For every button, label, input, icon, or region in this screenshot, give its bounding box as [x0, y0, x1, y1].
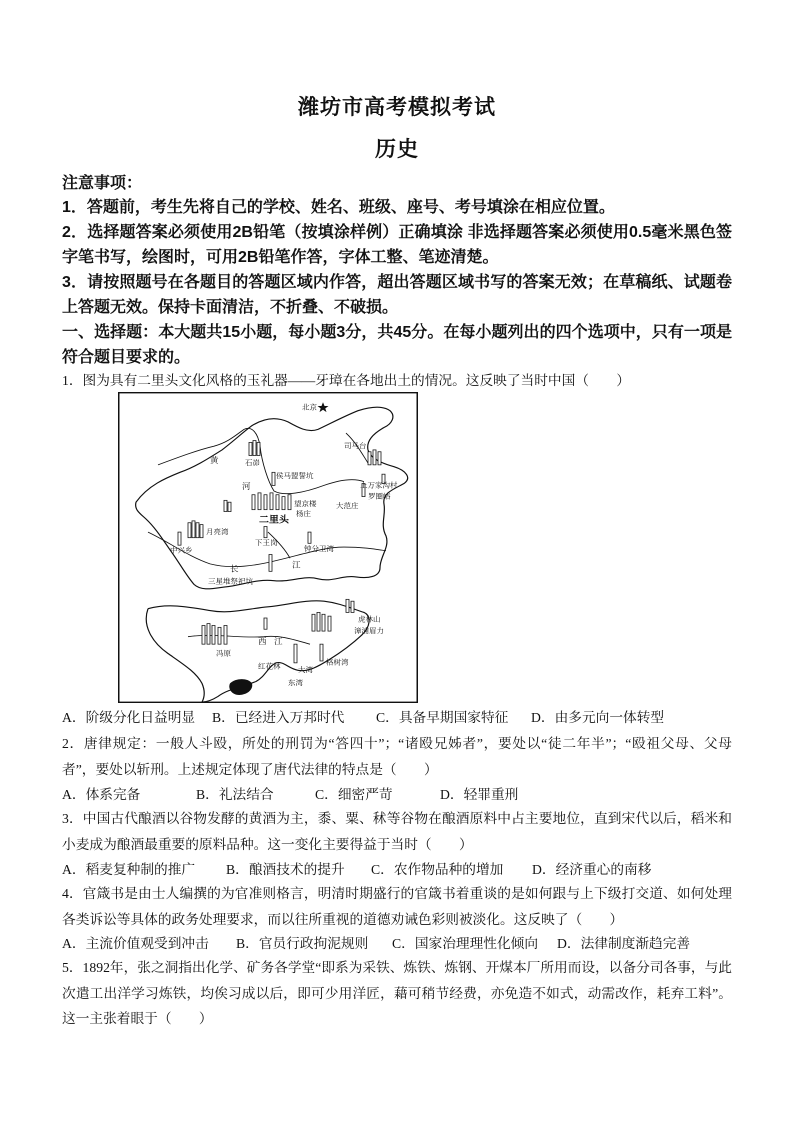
yazhang-symbol: [328, 616, 331, 631]
map-label-zhongfenwei: 钟分卫湾: [304, 544, 334, 553]
yazhang-symbol: [373, 450, 376, 465]
yazhang-symbol: [317, 612, 320, 631]
yazhang-symbol: [258, 493, 261, 510]
map-label-jiang-south: 江: [274, 637, 283, 647]
exam-title: 潍坊市高考模拟考试: [298, 96, 496, 119]
map-label-dawan: 大湾: [298, 666, 314, 675]
question-1-stem: 1．图为具有二里头文化风格的玉礼器——牙璋在各地出土的情况。这反映了当时中国（ ）: [62, 373, 631, 388]
yazhang-symbol: [270, 493, 273, 510]
yazhang-symbol: [264, 495, 267, 510]
map-label-wangjinglou: 望京楼: [294, 500, 317, 508]
yazhang-symbol: [282, 497, 285, 510]
yazhang-symbol: [200, 525, 203, 538]
exam-subject: 历史: [375, 138, 419, 161]
yazhang-symbol: [264, 526, 267, 537]
yazhang-symbol: [224, 625, 227, 644]
map-label-chang: 长: [230, 564, 239, 574]
map-label-fengyuan: 冯原: [216, 649, 232, 658]
map-label-he: 河: [242, 482, 251, 492]
yazhang-symbol: [192, 521, 195, 538]
map-label-dafanzhuang: 大范庄: [336, 502, 359, 510]
q4-option-a: A．主流价值观受到冲击: [62, 936, 209, 951]
yazhang-symbol: [368, 452, 371, 465]
yazhang-symbol: [252, 495, 255, 510]
map-label-yangzhuang: 杨庄: [296, 510, 312, 519]
map-label-dongwan: 东湾: [288, 679, 304, 688]
q3-option-c: C．农作物品种的增加: [371, 862, 504, 877]
question-5-stem: 5．1892年，张之洞指出化学、矿务各学堂“即系为采铁、炼铁、炼钢、开煤本厂所用而设，以备分司各事，与此次遣工出洋学习炼铁，均俟习成以后，即可少用洋匠，藉可稍节经费，亦免造不如式，动需改作，耗弃工料”。这一主张着眼于（ ）: [62, 960, 732, 1026]
question-3-stem: 3．中国古代酿酒以谷物发酵的黄酒为主，黍、粟、秫等谷物在酿酒原料中占主要地位，直到宋代以后，稻米和小麦成为酿酒最重要的原料品种。这一变化主要得益于当时（ ）: [62, 811, 732, 852]
question-2-stem: 2．唐律规定：一般人斗殴，所处的刑罚为“答四十”；“诸殴兄姊者”，要处以“徒二年半”；“殴祖父母、父母者”，要处以斩刑。上述规定体现了唐代法律的特点是（ ）: [62, 736, 732, 777]
map-frame: [119, 393, 418, 703]
yazhang-symbol: [224, 500, 227, 511]
yazhang-symbol: [322, 614, 325, 631]
yazhang-symbol: [351, 601, 354, 612]
yazhang-symbol: [294, 644, 297, 663]
yazhang-symbol: [218, 627, 221, 644]
yazhang-symbol: [207, 624, 210, 645]
map-svg: [118, 392, 418, 703]
yazhang-symbol: [178, 532, 181, 545]
q1-option-a: A．阶级分化日益明显: [62, 710, 196, 725]
yazhang-symbol: [212, 625, 215, 644]
question-4-stem: 4．官箴书是由士人编撰的为官准则格言，明清时期盛行的官箴书着重谈的是如何跟与上下级打交道、如何处理各类诉讼等具体的政务处理要求，而以往所重视的道德劝诫色彩则被淡化。这反映了（ ）: [62, 886, 732, 927]
map-label-geshuwan: 格树湾: [326, 658, 349, 667]
yazhang-symbol: [228, 502, 231, 511]
q2-option-a: A．体系完备: [62, 787, 141, 802]
q4-option-b: B．官员行政拘泥规则: [236, 936, 369, 951]
q1-option-c: C．具备早期国家特征: [376, 710, 509, 725]
q1-option-d: D．由多元向一体转型: [531, 710, 665, 725]
q1-option-b: B．已经进入万邦时代: [212, 710, 345, 725]
yazhang-symbol: [264, 618, 267, 629]
q2-option-c: C．细密严苛: [315, 787, 393, 802]
map-label-zhangpu: 漳浦眉力: [354, 627, 384, 635]
map-label-honghualin: 红花林: [258, 662, 281, 671]
map-label-sanxingdui: 三星堆祭祀坑: [208, 577, 253, 586]
map-label-shimao: 石峁: [245, 459, 261, 467]
map-label-jiang-north: 江: [292, 560, 301, 570]
section-one-heading: 一、选择题：本大题共15小题，每小题3分，共45分。在每小题列出的四个选项中，只有一项是符合题目要求的。: [62, 324, 732, 366]
map-label-zhongxingxiang: 中兴乡: [170, 546, 193, 555]
yazhang-symbol: [269, 555, 272, 572]
q3-option-d: D．经济重心的南移: [532, 862, 652, 877]
map-label-shangwanjiagou: 上万家沟村: [360, 481, 398, 490]
q3-option-a: A．稻麦复种制的推广: [62, 862, 196, 877]
yazhang-symbol: [276, 495, 279, 510]
q4-option-c: C．国家治理理性化倾向: [392, 936, 539, 951]
map-label-xiawanggang: 下王岗: [255, 539, 278, 548]
notice-heading: 注意事项：: [62, 175, 143, 192]
yazhang-symbol: [196, 523, 199, 538]
yazhang-symbol: [378, 452, 381, 465]
map-label-simatai: 司马台: [344, 442, 367, 450]
map-label-xi: 西: [258, 637, 267, 647]
map-label-beijing: 北京: [302, 403, 318, 412]
yazhang-symbol: [312, 614, 315, 631]
yazhang-symbol: [320, 644, 323, 661]
yazhang-symbol: [288, 495, 291, 510]
yazhang-distribution-map: [118, 392, 418, 703]
map-label-yueliangwan: 月亮湾: [206, 528, 229, 536]
map-label-hulinshan: 虎林山: [358, 615, 381, 624]
map-label-luoquanyu: 罗圈峪: [368, 492, 391, 501]
notice-item-2: 2．选择题答案必须使用2B铅笔（按填涂样例）正确填涂 非选择题答案必须使用0.5毫米黑色签字笔书写，绘图时，可用2B铅笔作答，字体工整、笔迹清楚。: [62, 224, 732, 266]
yazhang-symbol: [346, 599, 349, 612]
map-label-houma: 侯马盟誓坑: [276, 472, 314, 480]
notice-item-1: 1．答题前，考生先将自己的学校、姓名、班级、座号、考号填涂在相应位置。: [62, 199, 615, 216]
notice-item-3: 3．请按照题号在各题目的答题区域内作答，超出答题区域书写的答案无效；在草稿纸、试题卷上答题无效。保持卡面清洁，不折叠、不破损。: [62, 274, 732, 316]
yazhang-symbol: [253, 441, 256, 456]
yazhang-symbol: [308, 532, 311, 543]
yazhang-symbol: [188, 523, 191, 538]
map-label-erlitou: 二里头: [259, 515, 289, 526]
q2-option-d: D．轻罪重刑: [440, 787, 519, 802]
q3-option-b: B．酿酒技术的提升: [226, 862, 345, 877]
yazhang-symbol: [202, 625, 205, 644]
yazhang-symbol: [249, 442, 252, 455]
map-label-huang: 黄: [210, 456, 219, 465]
q2-option-b: B．礼法结合: [196, 787, 274, 802]
yazhang-symbol: [257, 442, 260, 455]
yazhang-symbol: [272, 472, 275, 485]
q4-option-d: D．法律制度渐趋完善: [557, 936, 691, 951]
